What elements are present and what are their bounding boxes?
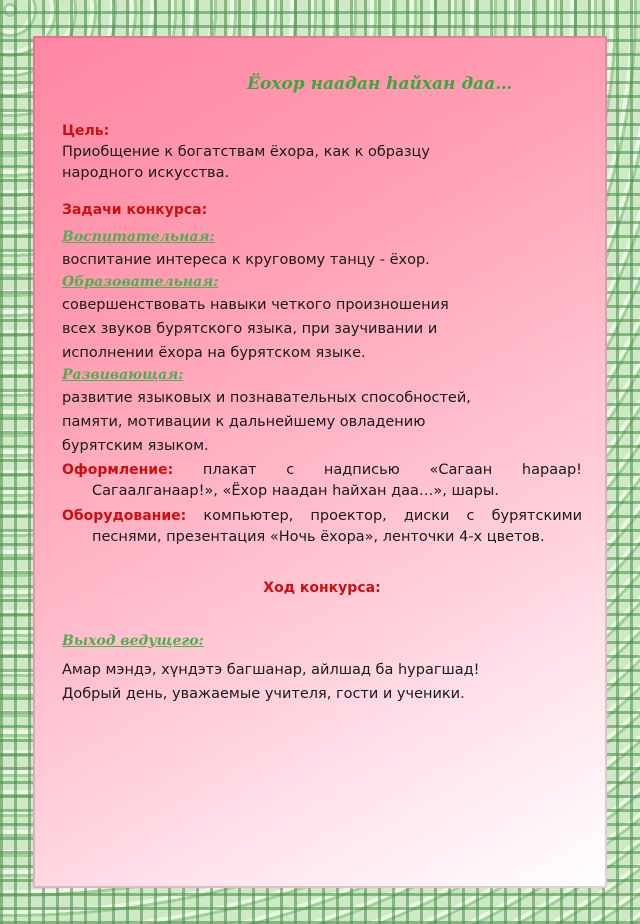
document-content	[62, 74, 582, 706]
decoration-paragraph	[62, 460, 582, 502]
progress-title: Ход конкурса:	[263, 580, 381, 596]
decoration-text: плакат с надписью «Сагаан һараар! Сагаалганаар!», «Ёхор наадан һайхан даа…», шары.	[92, 462, 582, 499]
educational-label: Воспитательная:	[62, 229, 215, 245]
tasks-label: Задачи конкурса:	[62, 202, 208, 218]
developing-line-1: развитие языковых и познавательных способностей,	[62, 390, 471, 406]
decoration-label: Оформление:	[62, 462, 174, 478]
developing-line-3: бурятским языком.	[62, 438, 209, 454]
host-label: Выход ведущего:	[62, 633, 204, 649]
goal-label: Цель:	[62, 123, 110, 139]
learning-line-1: совершенствовать навыки четкого произношения	[62, 297, 449, 313]
goal-text-line-1: Приобщение к богатствам ёхора, как к образцу	[62, 144, 431, 160]
learning-line-2: всех звуков бурятского языка, при заучивании и	[62, 321, 438, 337]
goal-text-line-2: народного искусства.	[62, 165, 230, 181]
developing-line-2: памяти, мотивации к дальнейшему овладению	[62, 414, 426, 430]
learning-label: Образовательная:	[62, 274, 219, 290]
equipment-label: Оборудование:	[62, 508, 187, 524]
document-title: Ёохор наадан һайхан даа…	[247, 74, 513, 94]
equipment-paragraph	[62, 506, 582, 548]
host-line-1: Амар мэндэ, хүндэтэ багшанар, айлшад ба һурагшад!	[62, 662, 480, 678]
developing-label: Развивающая:	[62, 367, 184, 383]
equipment-text: компьютер, проектор, диски с бурятскими песнями, презентация «Ночь ёхора», ленточки 4-х цветов.	[92, 508, 582, 545]
host-line-2: Добрый день, уважаемые учителя, гости и ученики.	[62, 686, 465, 702]
educational-line: воспитание интереса к круговому танцу - ёхор.	[62, 252, 430, 268]
learning-line-3: исполнении ёхора на бурятском языке.	[62, 345, 366, 361]
